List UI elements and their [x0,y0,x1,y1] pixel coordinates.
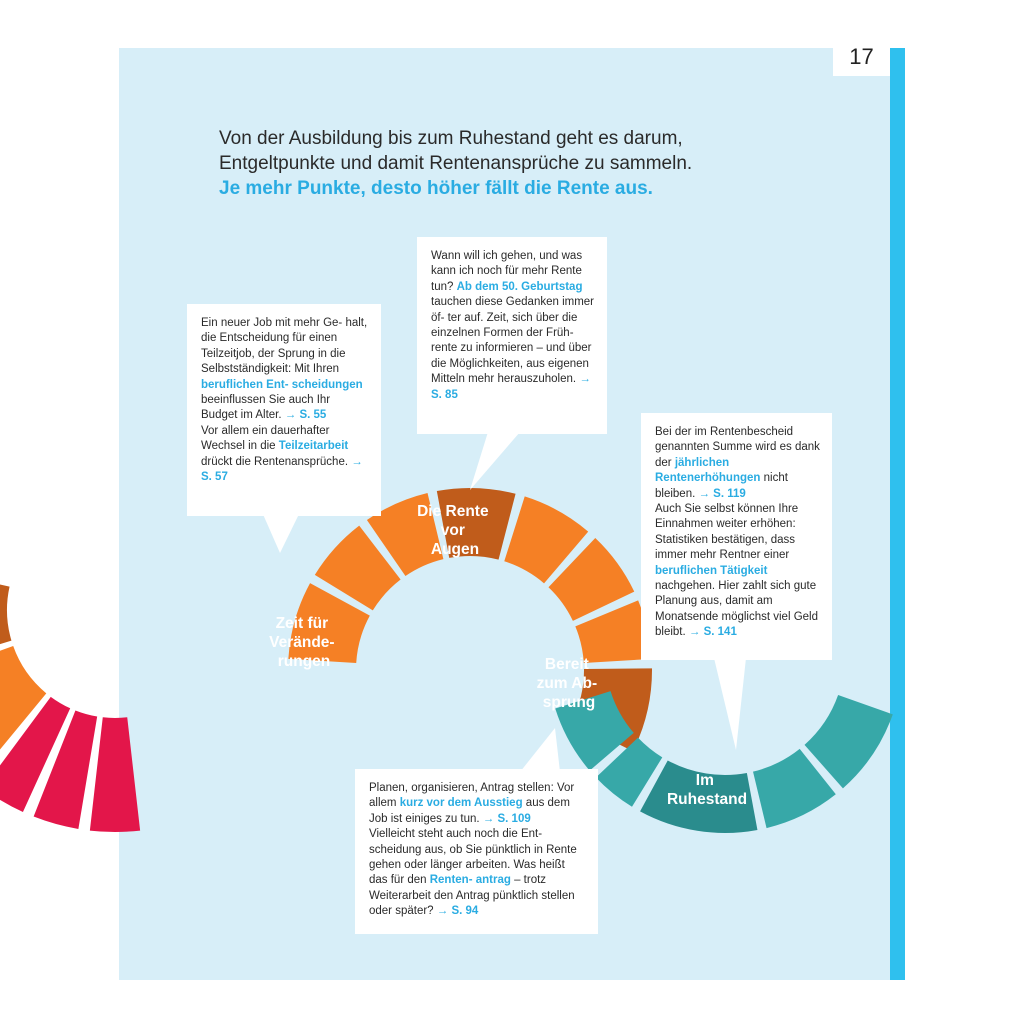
stage-label-outlook: Die Rente vor Augen [417,503,489,558]
page-reference: → S. 85 [431,373,591,401]
intro-line-2: Entgeltpunkte und damit Rentenansprüche zu sammeln. [219,153,693,174]
bubble-pointer-exit [520,728,560,772]
bubble-pointer-outlook [470,432,520,490]
note-outlook: Wann will ich gehen, und was kann ich noch für mehr Rente tun? Ab dem 50. Geburtstag tauchen diese Gedanken immer öf- ter auf. Zeit, sich über die einzelnen Formen der Früh- rente zu informieren – und über die Möglichkeiten, aus eigenen Mitteln mehr herauszuholen. → S. 85 [417,237,607,434]
bubble-pointer-retired [714,658,746,750]
intro-line-1: Von der Ausbildung bis zum Ruhestand geht es darum, [219,128,683,149]
note-exit: Planen, organisieren, Antrag stellen: Vor allem kurz vor dem Ausstieg aus dem Job ist einiges zu tun. → S. 109 Vielleicht steht auch noch die Ent- scheidung aus, ob Sie pünktlich in Rente gehen oder länger arbeiten. Was heißt das für den Renten- antrag – trotz Weiterarbeit den Antrag pünktlich stellen oder später? → S. 94 [355,769,598,934]
stage-label-exit: Bereit zum Ab- sprung [536,656,598,711]
intro-highlight: Je mehr Punkte, desto höher fällt die Rente aus. [219,178,653,199]
page-reference: → S. 94 [436,905,479,918]
page-reference: → S. 141 [688,626,737,639]
bubble-pointer-change [262,512,300,553]
page-reference: → S. 57 [201,455,363,484]
note-retired: Bei der im Rentenbescheid genannten Summe wird es dank der jährlichen Rentenerhöhungen nicht bleiben. → S. 119 Auch Sie selbst können Ihre Einnahmen weiter erhöhen: Statistiken bestätigen, dass immer mehr Rentner einer beruflichen Tätigkeit nachgehen. Hier zahlt sich gute Planung aus, damit am Monatsende möglichst viel Geld bleibt. → S. 141 [641,413,832,660]
page-reference: → S. 119 [698,487,746,500]
page-number: 17 [833,38,890,76]
road-segment-pink-1 [90,717,140,832]
stage-label-change: Zeit für Verände- rungen [269,615,335,670]
stage-label-retired: Im Ruhestand [666,772,748,808]
page-reference: → S. 55 [284,409,327,422]
note-change: Ein neuer Job mit mehr Ge- halt, die Entscheidung für einen Teilzeitjob, der Sprung in die Selbstständigkeit: Mit Ihren beruflichen Ent- scheidungen beeinflussen Sie auch Ihr Budget im Alter. → S. 55 Vor allem ein dauerhafter Wechsel in die Teilzeitarbeit drückt die Rentenansprüche. → S. 57 [187,304,381,516]
page-reference: → S. 109 [482,812,531,825]
